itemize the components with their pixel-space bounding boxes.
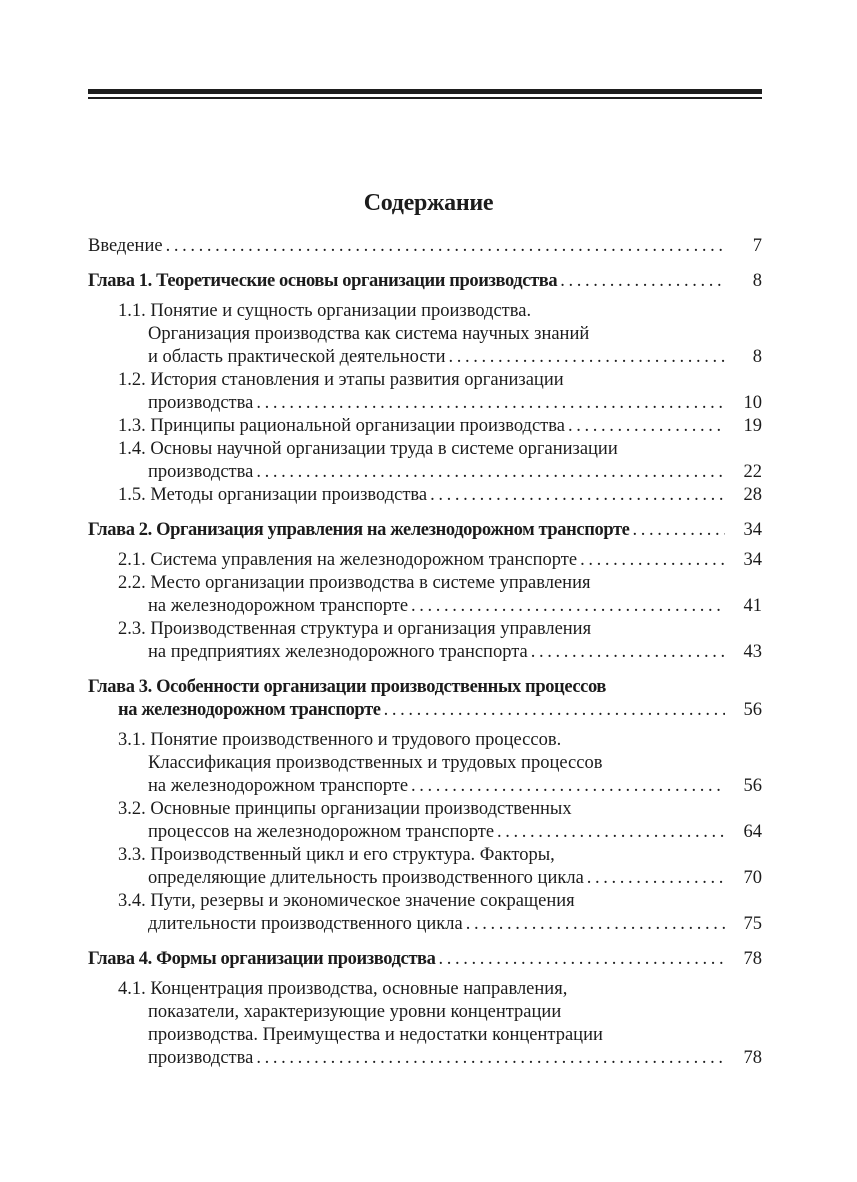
page-number: 8 xyxy=(752,347,762,367)
toc-entry-line xyxy=(118,461,762,484)
toc-entry-line xyxy=(118,867,762,890)
toc-entry-text: Глава 4. Формы организации производства xyxy=(88,949,436,969)
toc-entry-text: процессов на железнодорожном транспорте xyxy=(148,822,495,842)
toc-section[interactable] xyxy=(88,890,762,936)
page-title: Содержание xyxy=(363,190,494,216)
page-number: 10 xyxy=(743,393,762,413)
toc-chapter[interactable] xyxy=(88,676,762,722)
page-number: 64 xyxy=(743,822,762,842)
toc-entry-line xyxy=(88,519,762,542)
page-number: 70 xyxy=(743,868,762,888)
toc-entry-line: Классификация производственных и трудовых процессов xyxy=(148,753,603,773)
toc-entry-text: на железнодорожном транспорте xyxy=(148,776,409,796)
page-number: 56 xyxy=(743,776,762,796)
toc-entry-text: 1.3. Принципы рациональной организации производства xyxy=(118,416,565,436)
dot-leader xyxy=(497,821,725,844)
toc-entry-text: длительности производственного цикла xyxy=(148,914,463,934)
dot-leader xyxy=(466,913,725,936)
toc-entry-text: производства xyxy=(148,462,254,482)
toc-entry-text: 2.1. Система управления на железнодорожном транспорте xyxy=(118,550,578,570)
header-rule-thick xyxy=(88,89,762,94)
toc-section[interactable] xyxy=(88,438,762,484)
toc-entry-line: Организация производства как система научных знаний xyxy=(148,324,590,344)
toc-entry-line xyxy=(118,392,762,415)
toc-entry-line xyxy=(88,235,762,258)
toc-entry-line: 3.3. Производственный цикл и его структура. Факторы, xyxy=(118,845,555,865)
toc-entry-line xyxy=(118,484,762,507)
toc-chapter[interactable] xyxy=(88,948,762,971)
toc-entry-line xyxy=(118,549,762,572)
toc-entry-text: на железнодорожном транспорте xyxy=(148,596,409,616)
toc-section-list xyxy=(88,978,762,1070)
toc-entry-line xyxy=(118,821,762,844)
dot-leader xyxy=(411,595,725,618)
toc-section-list xyxy=(88,729,762,936)
page-number: 19 xyxy=(743,416,762,436)
toc-entry-text: Введение xyxy=(88,236,163,256)
toc-entry-line xyxy=(118,641,762,664)
toc-section[interactable] xyxy=(88,572,762,618)
page-number: 75 xyxy=(743,914,762,934)
page-number: 34 xyxy=(743,550,762,570)
toc-entry-text: на железнодорожном транспорте xyxy=(118,700,381,720)
page-number: 7 xyxy=(752,236,762,256)
toc-section[interactable] xyxy=(88,415,762,438)
dot-leader xyxy=(411,775,725,798)
page-number: 78 xyxy=(743,1048,762,1068)
toc-entry-line xyxy=(118,775,762,798)
toc-section[interactable] xyxy=(88,729,762,798)
dot-leader xyxy=(438,948,725,971)
toc-entry-line xyxy=(118,1047,762,1070)
toc-section[interactable] xyxy=(88,484,762,507)
toc-entry-text: и область практической деятельности xyxy=(148,347,446,367)
toc-entry-line: Глава 3. Особенности организации производственных процессов xyxy=(88,677,606,697)
dot-leader xyxy=(256,1047,725,1070)
table-of-contents xyxy=(88,235,762,1070)
dot-leader xyxy=(449,346,725,369)
page-number: 78 xyxy=(743,949,762,969)
toc-entry-line xyxy=(118,346,762,369)
toc-entry-line: 1.4. Основы научной организации труда в системе организации xyxy=(118,439,618,459)
page-number: 8 xyxy=(752,271,762,291)
page-number: 41 xyxy=(743,596,762,616)
dot-leader xyxy=(384,699,725,722)
toc-entry-line: производства. Преимущества и недостатки концентрации xyxy=(148,1025,603,1045)
toc-entry-line: 2.3. Производственная структура и организация управления xyxy=(118,619,592,639)
toc-entry-text: на предприятиях железнодорожного транспорта xyxy=(148,642,528,662)
dot-leader xyxy=(166,235,725,258)
toc-entry-text: 1.5. Методы организации производства xyxy=(118,485,428,505)
page-number: 28 xyxy=(743,485,762,505)
toc-section[interactable] xyxy=(88,300,762,369)
toc-entry-line xyxy=(118,913,762,936)
dot-leader xyxy=(587,867,725,890)
toc-entry-line: 1.2. История становления и этапы развития организации xyxy=(118,370,564,390)
toc-entry-text: Глава 1. Теоретические основы организации производства xyxy=(88,271,558,291)
dot-leader xyxy=(256,461,725,484)
page-number: 22 xyxy=(743,462,762,482)
toc-entry-line: 4.1. Концентрация производства, основные направления, xyxy=(118,979,568,999)
dot-leader xyxy=(568,415,725,438)
page-number: 34 xyxy=(743,520,762,540)
page-number: 43 xyxy=(743,642,762,662)
dot-leader xyxy=(580,549,725,572)
toc-entry-line: 3.4. Пути, резервы и экономическое значение сокращения xyxy=(118,891,575,911)
toc-entry-line: 3.1. Понятие производственного и трудового процессов. xyxy=(118,730,562,750)
toc-section[interactable] xyxy=(88,618,762,664)
dot-leader xyxy=(430,484,725,507)
page-number: 56 xyxy=(743,700,762,720)
toc-section[interactable] xyxy=(88,549,762,572)
toc-section[interactable] xyxy=(88,369,762,415)
toc-section[interactable] xyxy=(88,844,762,890)
dot-leader xyxy=(531,641,725,664)
toc-entry-line xyxy=(88,948,762,971)
toc-section-list xyxy=(88,300,762,507)
toc-entry-text: производства xyxy=(148,393,254,413)
toc-entry-line xyxy=(88,699,762,722)
toc-section[interactable] xyxy=(88,798,762,844)
toc-entry-line: 2.2. Место организации производства в системе управления xyxy=(118,573,591,593)
toc-chapter[interactable] xyxy=(88,270,762,293)
toc-section[interactable] xyxy=(88,978,762,1070)
header-rule-thin xyxy=(88,97,762,99)
toc-entry-line: показатели, характеризующие уровни концентрации xyxy=(148,1002,562,1022)
toc-entry-text: Глава 2. Организация управления на железнодорожном транспорте xyxy=(88,520,630,540)
dot-leader xyxy=(632,519,725,542)
toc-entry-line: 1.1. Понятие и сущность организации производства. xyxy=(118,301,532,321)
toc-entry-text: определяющие длительность производственного цикла xyxy=(148,868,584,888)
toc-entry-line xyxy=(88,270,762,293)
toc-introduction[interactable] xyxy=(88,235,762,258)
dot-leader xyxy=(560,270,725,293)
toc-entry-text: производства xyxy=(148,1048,254,1068)
toc-chapter[interactable] xyxy=(88,519,762,542)
toc-entry-line xyxy=(118,595,762,618)
toc-entry-line xyxy=(118,415,762,438)
toc-section-list xyxy=(88,549,762,664)
toc-entry-line: 3.2. Основные принципы организации производственных xyxy=(118,799,572,819)
dot-leader xyxy=(256,392,725,415)
